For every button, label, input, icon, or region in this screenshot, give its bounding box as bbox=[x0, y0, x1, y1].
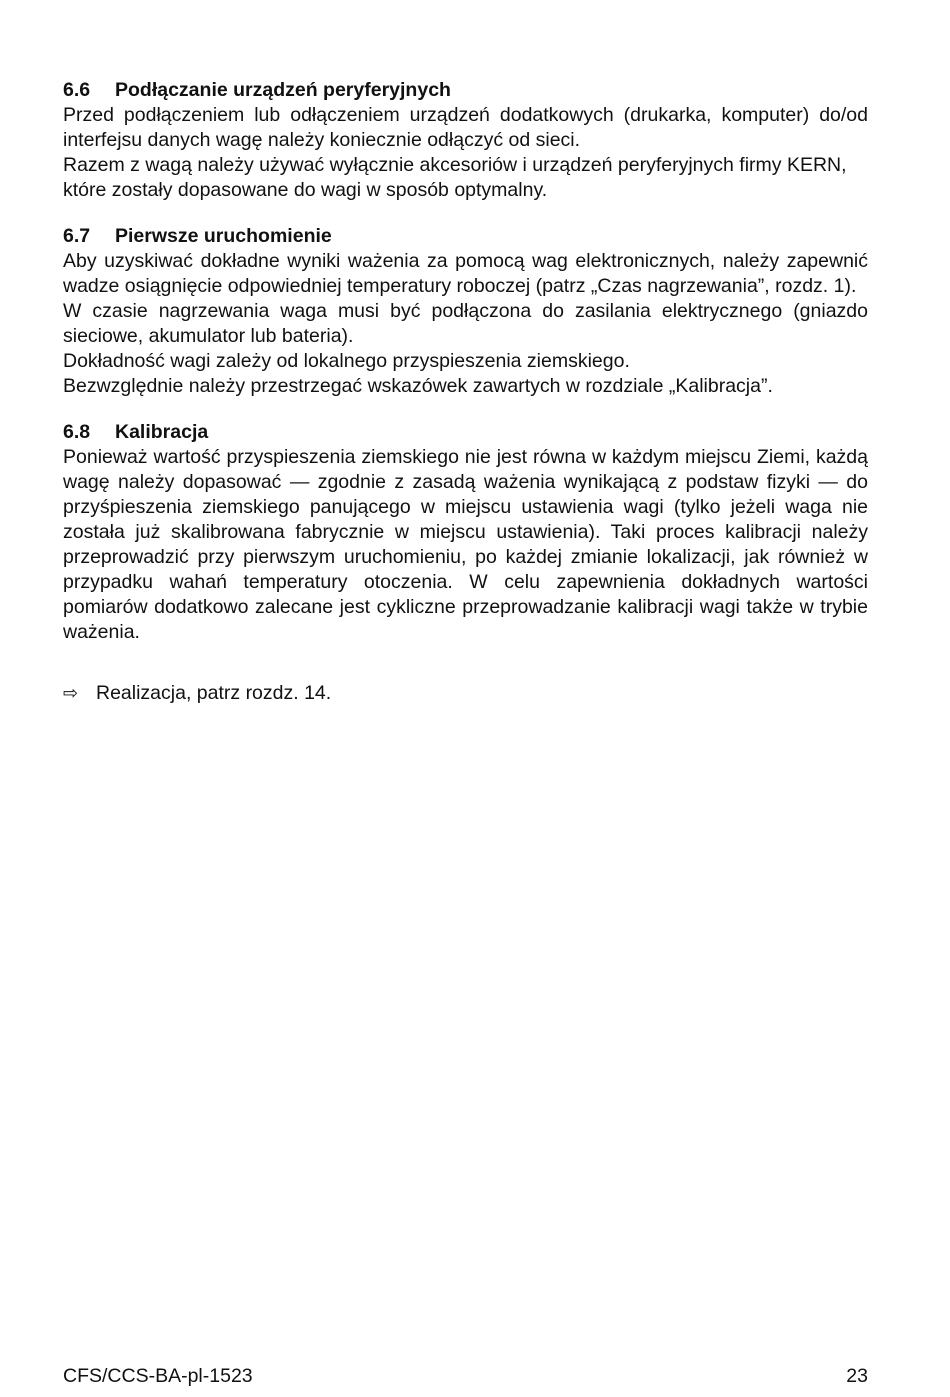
paragraph: Dokładność wagi zależy od lokalnego przyspieszenia ziemskiego. bbox=[63, 350, 630, 372]
paragraph: Przed podłączeniem lub odłączeniem urządzeń dodatkowych (drukarka, komputer) do/od interfejsu danych wagę należy koniecznie odłączyć od sieci. bbox=[63, 104, 868, 151]
page-number: 23 bbox=[846, 1365, 868, 1387]
paragraph: Ponieważ wartość przyspieszenia ziemskiego nie jest równa w każdym miejscu Ziemi, każdą wagę należy dopasować — zgodnie z zasadą ważenia wynikającą z podstaw fizyki — do przyśpieszenia ziemskiego panującego w miejscu ustawienia wagi (tylko jeżeli waga nie została już skalibrowana fabrycznie w miejscu ustawienia). Taki proces kalibracji należy przeprowadzić przy pierwszym uruchomieniu, po każdej zmianie lokalizacji, jak również w przypadku wahań temperatury otoczenia. W celu zapewnienia dokładnych wartości pomiarów dodatkowo zalecane jest cykliczne przeprowadzanie kalibracji wagi także w trybie ważenia. bbox=[63, 446, 868, 643]
paragraph: Aby uzyskiwać dokładne wyniki ważenia za pomocą wag elektronicznych, należy zapewnić wadze osiągnięcie odpowiedniej temperatury roboczej (patrz „Czas nagrzewania”, rozdz. 1). bbox=[63, 250, 868, 297]
section-title: Pierwsze uruchomienie bbox=[115, 225, 332, 247]
paragraph: Bezwzględnie należy przestrzegać wskazówek zawartych w rozdziale „Kalibracja”. bbox=[63, 375, 773, 397]
arrow-right-icon: ⇨ bbox=[63, 683, 79, 703]
page-footer bbox=[63, 1364, 868, 1389]
section-6-7 bbox=[63, 224, 868, 399]
document-page bbox=[63, 78, 868, 706]
document-id: CFS/CCS-BA-pl-1523 bbox=[63, 1365, 253, 1387]
section-number: 6.7 bbox=[63, 225, 91, 247]
section-6-6 bbox=[63, 78, 868, 203]
section-title: Kalibracja bbox=[115, 421, 209, 443]
section-number: 6.8 bbox=[63, 421, 91, 443]
cross-reference bbox=[63, 681, 868, 706]
cross-reference-text: Realizacja, patrz rozdz. 14. bbox=[96, 682, 332, 704]
paragraph: Razem z wagą należy używać wyłącznie akcesoriów i urządzeń peryferyjnych firmy KERN, które zostały dopasowane do wagi w sposób optymalny. bbox=[63, 154, 847, 201]
paragraph: W czasie nagrzewania waga musi być podłączona do zasilania elektrycznego (gniazdo sieciowe, akumulator lub bateria). bbox=[63, 300, 868, 347]
section-heading bbox=[63, 224, 868, 249]
section-heading bbox=[63, 420, 868, 445]
section-heading bbox=[63, 78, 868, 103]
section-title: Podłączanie urządzeń peryferyjnych bbox=[115, 79, 451, 101]
section-number: 6.6 bbox=[63, 79, 91, 101]
section-6-8 bbox=[63, 420, 868, 645]
